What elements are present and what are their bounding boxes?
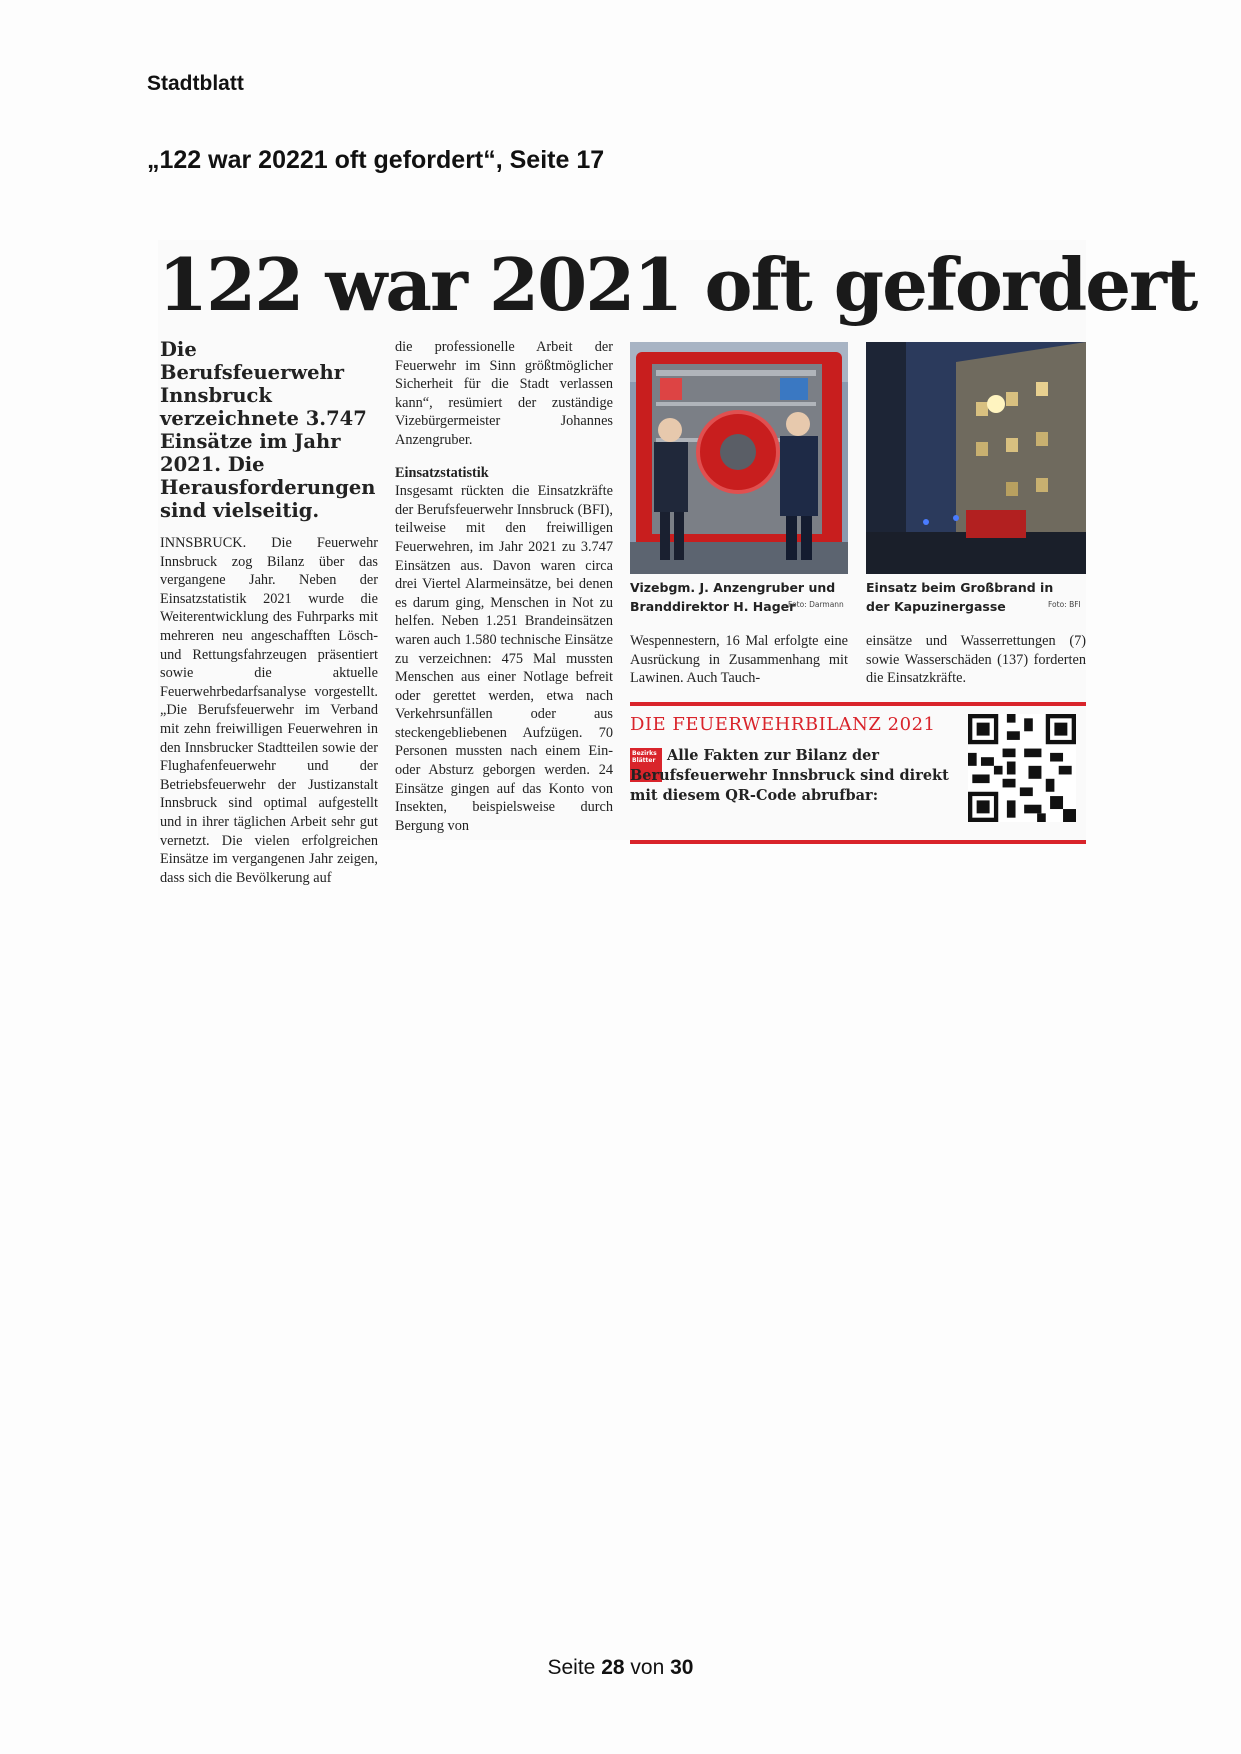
qr-code-icon[interactable] xyxy=(968,714,1076,822)
newspaper-clipping xyxy=(158,240,1197,886)
bezirksblaetter-logo: Bezirks Blätter xyxy=(630,748,662,782)
column-4: einsätze und Wasserrettungen (7) sowie Wasserschäden (137) forderten die Einsatzkräfte. xyxy=(866,633,1086,687)
footer-prefix: Seite xyxy=(547,1656,596,1679)
clipping-headline: 122 war 2021 oft gefordert xyxy=(158,242,1197,327)
column-2 xyxy=(395,338,613,835)
photo-1-caption: Vizebgm. J. Anzengruber und Branddirektor H. Hager xyxy=(630,580,836,614)
column-2-body: Insgesamt rückten die Einsatzkräfte der Berufsfeuerwehr Innsbruck (BFI), teilweise mit den freiwilligen Feuerwehren, im Jahr 2021 zu 3.747 Einsätzen aus. Davon waren circa drei Viertel Alarmeinsätze, bei denen es darum ging, Menschen in Not zu helfen. Neben 1.251 Brandeinsätzen waren auch 1.580 technische Einsätze zu verzeichnen: 475 Mal mussten Menschen aus einer Notlage befreit oder gerettet werden, etwa nach Verkehrsunfällen oder aus steckengebliebenen Aufzügen. 70 Personen mussten nach einem Ein- oder Absturz geborgen werden. 24 Einsätze gingen auf das Konto von Insekten, beispielsweise durch Bergung von xyxy=(395,483,613,834)
page-footer xyxy=(0,1656,1241,1680)
footer-mid: von xyxy=(630,1656,665,1679)
photo-1-credit: Foto: Darmann xyxy=(788,600,844,609)
box-text: Alle Fakten zur Bilanz der Berufsfeuerwehr Innsbruck sind direkt mit diesem QR-Code abrufbar: xyxy=(630,747,949,804)
photo-2-caption: Einsatz beim Großbrand in der Kapuzinergasse xyxy=(866,580,1054,614)
column-2-top: die professionelle Arbeit der Feuerwehr im Sinn größtmöglicher Sicherheit für die Stadt verlassen kann“, resümiert der zuständige Vizebürgermeister Johannes Anzengruber. xyxy=(395,339,613,448)
article-reference: „122 war 20221 oft gefordert“, Seite 17 xyxy=(147,146,605,174)
current-page: 28 xyxy=(601,1656,625,1679)
column-3: Wespennestern, 16 Mal erfolgte eine Ausrückung in Zusammenhang mit Lawinen. Auch Tauch- xyxy=(630,633,848,687)
source-name: Stadtblatt xyxy=(147,72,244,95)
column-1 xyxy=(160,338,378,887)
lead-text: Die Berufsfeuerwehr Innsbruck verzeichnete 3.747 Einsätze im Jahr 2021. Die Herausforderungen sind vielseitig. xyxy=(160,338,376,522)
box-title: DIE FEUERWEHRBILANZ 2021 xyxy=(630,714,936,735)
qr-info-box xyxy=(630,702,1086,844)
total-pages: 30 xyxy=(670,1656,694,1679)
column-1-body: INNSBRUCK. Die Feuerwehr Innsbruck zog Bilanz über das vergangene Jahr. Neben der Einsatzstatistik 2021 wurde die Weiterentwicklung des Fuhrparks mit mehreren neu angeschafften Lösch- und Rettungsfahrzeugen präsentiert sowie die aktuelle Feuerwehrbedarfsanalyse vorgestellt. „Die Berufsfeuerwehr im Verband mit zehn freiwilligen Feuerwehren in den Innsbrucker Stadtteilen sowie der Flughafenfeuerwehr und der Betriebsfeuerwehr der Justizanstalt Innsbruck sind optimal aufgestellt und in ihrer täglichen Arbeit sehr gut vernetzt. Die vielen erfolgreichen Einsätze im vergangenen Jahr zeigen, dass sich die Bevölkerung auf xyxy=(160,535,378,886)
photo-fire-scene xyxy=(866,342,1086,574)
photo-fire-truck xyxy=(630,342,848,574)
section-heading: Einsatzstatistik xyxy=(395,464,489,481)
photo-2-credit: Foto: BFI xyxy=(1048,600,1081,609)
